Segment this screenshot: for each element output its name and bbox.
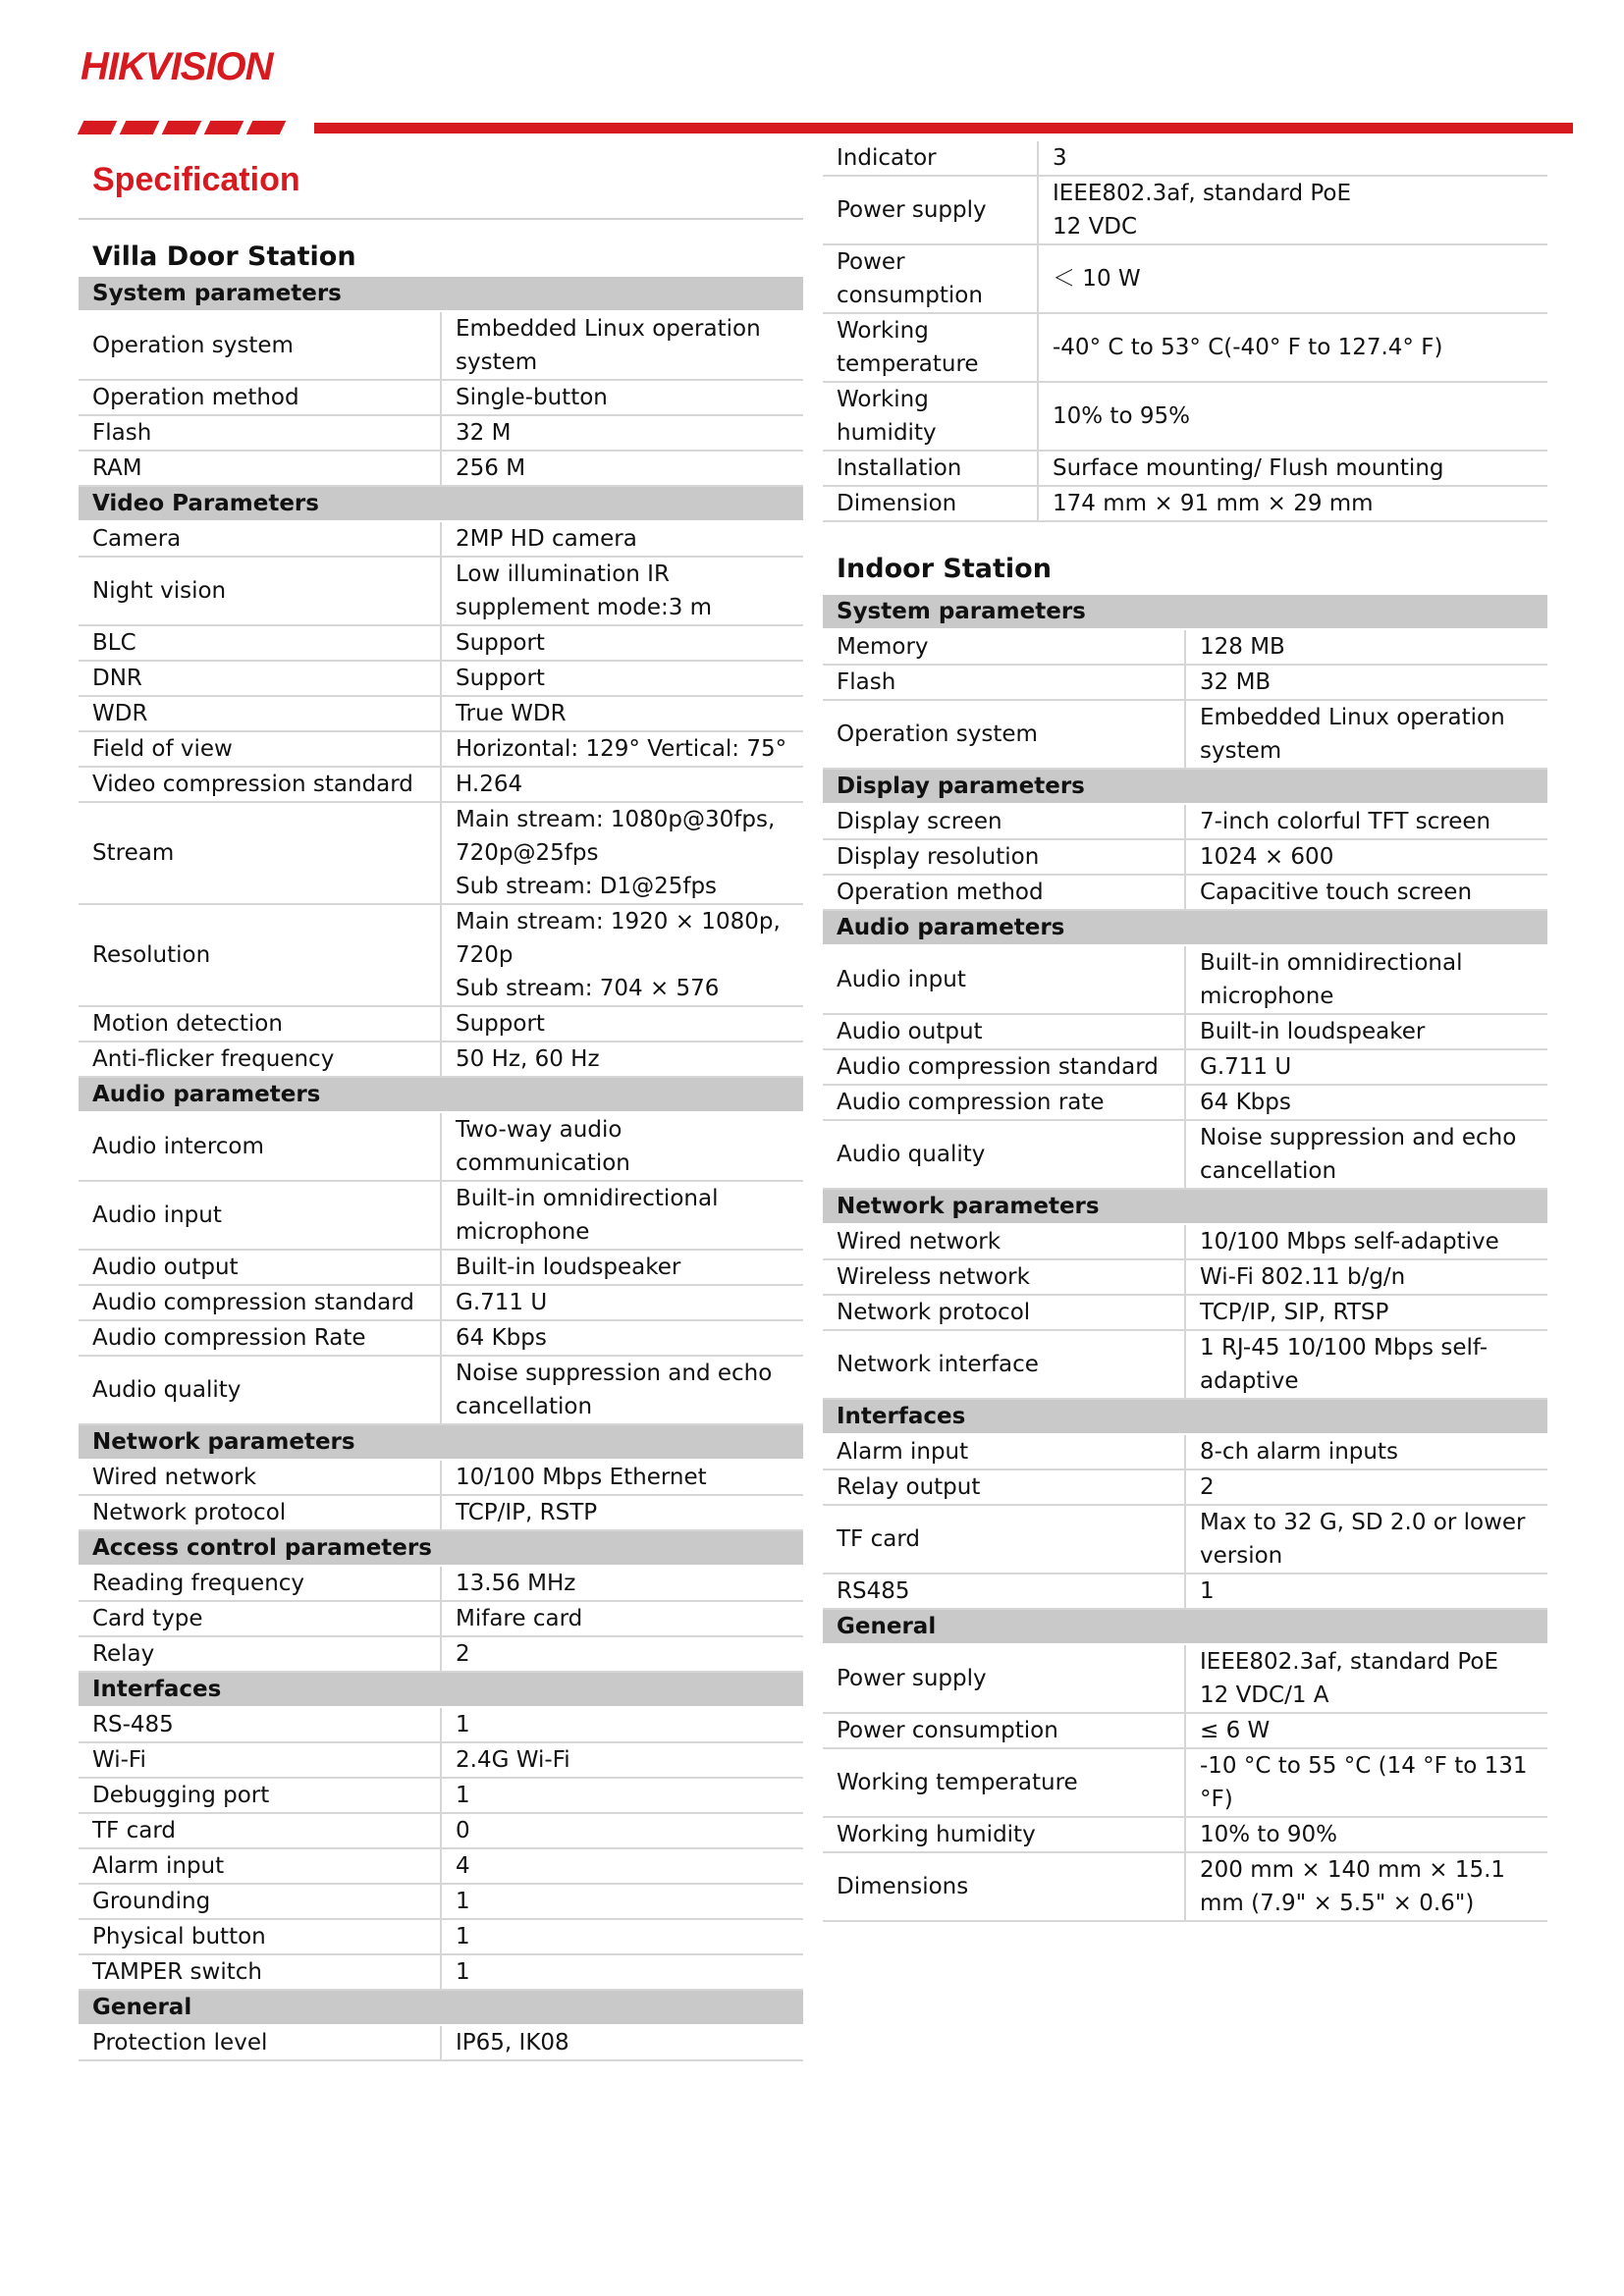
section-header	[823, 595, 1547, 629]
table-row	[823, 1259, 1547, 1295]
section-header-label: Interfaces	[823, 1399, 1547, 1434]
table-row	[823, 1852, 1547, 1921]
spec-label: Working temperature	[823, 313, 1038, 382]
spec-label: Wired network	[79, 1460, 441, 1495]
table-row	[79, 1495, 803, 1530]
table-row	[79, 1601, 803, 1636]
section-header-label: Network parameters	[79, 1424, 803, 1460]
spec-label: Operation method	[823, 875, 1185, 910]
spec-value: Support	[441, 625, 803, 661]
spec-label: Installation	[823, 451, 1038, 486]
spec-label: Reading frequency	[79, 1566, 441, 1601]
spec-value: Capacitive touch screen	[1185, 875, 1547, 910]
spec-label: DNR	[79, 661, 441, 696]
table-row	[823, 1644, 1547, 1713]
spec-label: Power consumption	[823, 244, 1038, 313]
table-row	[823, 1748, 1547, 1817]
spec-value: 2MP HD camera	[441, 521, 803, 557]
villa-door-station-column	[79, 228, 803, 2061]
header-red-bar	[314, 123, 1573, 133]
spec-value: 32 M	[441, 415, 803, 451]
section-header-label: Audio parameters	[823, 910, 1547, 945]
table-row	[823, 1817, 1547, 1852]
spec-label: Anti-flicker frequency	[79, 1041, 441, 1077]
spec-value: 64 Kbps	[441, 1320, 803, 1356]
spec-value: G.711 U	[1185, 1049, 1547, 1085]
spec-label: Dimensions	[823, 1852, 1185, 1921]
section-header	[823, 1399, 1547, 1434]
table-row	[79, 904, 803, 1006]
spec-label: Network protocol	[79, 1495, 441, 1530]
spec-value: H.264	[441, 767, 803, 802]
spec-label: RS485	[823, 1574, 1185, 1609]
spec-value: 1	[1185, 1574, 1547, 1609]
spec-value: Horizontal: 129° Vertical: 75°	[441, 731, 803, 767]
villa-spec-table-continued	[823, 141, 1547, 522]
spec-value: 1	[441, 1707, 803, 1742]
table-row	[823, 945, 1547, 1014]
spec-value: 10/100 Mbps Ethernet	[441, 1460, 803, 1495]
spec-label: Audio quality	[79, 1356, 441, 1424]
spec-label: Relay	[79, 1636, 441, 1672]
section-header-label: Access control parameters	[79, 1530, 803, 1566]
spec-value: IEEE802.3af, standard PoE 12 VDC/1 A	[1185, 1644, 1547, 1713]
spec-label: Wireless network	[823, 1259, 1185, 1295]
section-header	[79, 1077, 803, 1112]
spec-label: Power supply	[823, 1644, 1185, 1713]
section-header-label: Audio parameters	[79, 1077, 803, 1112]
table-row	[79, 1778, 803, 1813]
table-row	[823, 382, 1547, 451]
spec-value: Built-in loudspeaker	[1185, 1014, 1547, 1049]
table-row	[79, 767, 803, 802]
table-row	[823, 875, 1547, 910]
table-row	[79, 1006, 803, 1041]
spec-label: Audio compression standard	[823, 1049, 1185, 1085]
spec-value: ＜ 10 W	[1038, 244, 1547, 313]
spec-label: Physical button	[79, 1919, 441, 1954]
spec-label: TF card	[823, 1505, 1185, 1574]
spec-value: Noise suppression and echo cancellation	[1185, 1120, 1547, 1189]
spec-value: 1 RJ-45 10/100 Mbps self-adaptive	[1185, 1330, 1547, 1399]
table-row	[79, 1566, 803, 1601]
table-row	[79, 1954, 803, 1990]
spec-label: WDR	[79, 696, 441, 731]
table-row	[79, 380, 803, 415]
section-header	[79, 486, 803, 521]
spec-label: Motion detection	[79, 1006, 441, 1041]
spec-value: 174 mm × 91 mm × 29 mm	[1038, 486, 1547, 521]
section-header-label: General	[79, 1990, 803, 2025]
spec-value: Support	[441, 661, 803, 696]
table-row	[79, 1356, 803, 1424]
spec-label: Audio compression rate	[823, 1085, 1185, 1120]
table-row	[823, 1014, 1547, 1049]
spec-value: Low illumination IR supplement mode:3 m	[441, 557, 803, 625]
spec-label: Audio intercom	[79, 1112, 441, 1181]
table-row	[79, 1460, 803, 1495]
spec-value: Built-in omnidirectional microphone	[441, 1181, 803, 1250]
section-header-label: Video Parameters	[79, 486, 803, 521]
table-row	[79, 625, 803, 661]
spec-label: Protection level	[79, 2025, 441, 2060]
table-row	[823, 665, 1547, 700]
spec-label: Debugging port	[79, 1778, 441, 1813]
spec-value: Built-in omnidirectional microphone	[1185, 945, 1547, 1014]
table-row	[823, 1713, 1547, 1748]
spec-value: Wi-Fi 802.11 b/g/n	[1185, 1259, 1547, 1295]
spec-label: Flash	[823, 665, 1185, 700]
spec-label: Power supply	[823, 176, 1038, 244]
spec-label: Stream	[79, 802, 441, 904]
spec-value: Main stream: 1920 × 1080p, 720p Sub stream: 704 × 576	[441, 904, 803, 1006]
spec-value: Main stream: 1080p@30fps, 720p@25fps Sub stream: D1@25fps	[441, 802, 803, 904]
table-row	[823, 804, 1547, 839]
table-row	[823, 313, 1547, 382]
table-row	[823, 486, 1547, 521]
spec-label: Field of view	[79, 731, 441, 767]
spec-label: Audio input	[79, 1181, 441, 1250]
table-row	[79, 451, 803, 486]
spec-label: Resolution	[79, 904, 441, 1006]
spec-value: Surface mounting/ Flush mounting	[1038, 451, 1547, 486]
spec-label: Working temperature	[823, 1748, 1185, 1817]
spec-value: TCP/IP, SIP, RTSP	[1185, 1295, 1547, 1330]
spec-value: 256 M	[441, 451, 803, 486]
table-row	[79, 1707, 803, 1742]
spec-label: Audio output	[823, 1014, 1185, 1049]
spec-label: Audio compression standard	[79, 1285, 441, 1320]
spec-value: Noise suppression and echo cancellation	[441, 1356, 803, 1424]
spec-label: Network interface	[823, 1330, 1185, 1399]
section-header	[823, 910, 1547, 945]
spec-value: 50 Hz, 60 Hz	[441, 1041, 803, 1077]
section-header	[823, 1189, 1547, 1224]
spec-label: Working humidity	[823, 1817, 1185, 1852]
spec-label: Relay output	[823, 1469, 1185, 1505]
spec-label: Audio quality	[823, 1120, 1185, 1189]
section-header	[79, 277, 803, 311]
table-row	[79, 2025, 803, 2060]
spec-value: IEEE802.3af, standard PoE 12 VDC	[1038, 176, 1547, 244]
spec-value: 10% to 95%	[1038, 382, 1547, 451]
table-row	[823, 1295, 1547, 1330]
section-header-label: System parameters	[79, 277, 803, 311]
spec-label: BLC	[79, 625, 441, 661]
section-header	[79, 1990, 803, 2025]
spec-value: Max to 32 G, SD 2.0 or lower version	[1185, 1505, 1547, 1574]
table-row	[823, 141, 1547, 176]
spec-label: Operation system	[823, 700, 1185, 769]
spec-label: Audio compression Rate	[79, 1320, 441, 1356]
table-row	[823, 1574, 1547, 1609]
spec-value: 2	[1185, 1469, 1547, 1505]
table-row	[79, 1285, 803, 1320]
spec-value: 200 mm × 140 mm × 15.1 mm (7.9" × 5.5" × 0.6")	[1185, 1852, 1547, 1921]
section-header	[823, 1609, 1547, 1644]
table-row	[79, 696, 803, 731]
spec-value: 13.56 MHz	[441, 1566, 803, 1601]
spec-label: Network protocol	[823, 1295, 1185, 1330]
spec-value: -40° C to 53° C(-40° F to 127.4° F)	[1038, 313, 1547, 382]
spec-label: RS-485	[79, 1707, 441, 1742]
section-header-label: Network parameters	[823, 1189, 1547, 1224]
table-row	[823, 1049, 1547, 1085]
table-row	[79, 1742, 803, 1778]
spec-label: Grounding	[79, 1884, 441, 1919]
section-header-label: Interfaces	[79, 1672, 803, 1707]
spec-value: IP65, IK08	[441, 2025, 803, 2060]
spec-value: TCP/IP, RSTP	[441, 1495, 803, 1530]
table-row	[79, 1112, 803, 1181]
table-row	[823, 1120, 1547, 1189]
spec-label: Audio output	[79, 1250, 441, 1285]
table-row	[823, 1434, 1547, 1469]
spec-value: 1	[441, 1884, 803, 1919]
spec-label: TF card	[79, 1813, 441, 1848]
hikvision-logo: HIKVISION	[81, 45, 273, 88]
spec-label: Dimension	[823, 486, 1038, 521]
spec-value: 1	[441, 1778, 803, 1813]
spec-label: Working humidity	[823, 382, 1038, 451]
spec-value: 2.4G Wi-Fi	[441, 1742, 803, 1778]
table-row	[823, 1330, 1547, 1399]
spec-label: Flash	[79, 415, 441, 451]
table-row	[79, 415, 803, 451]
indoor-station-title: Indoor Station	[837, 554, 1052, 584]
villa-spec-table	[79, 277, 803, 2061]
spec-value: 2	[441, 1636, 803, 1672]
spec-value: 1024 × 600	[1185, 839, 1547, 875]
table-row	[79, 311, 803, 380]
indoor-spec-table	[823, 595, 1547, 1922]
spec-label: Power consumption	[823, 1713, 1185, 1748]
table-row	[79, 1320, 803, 1356]
spec-value: 10% to 90%	[1185, 1817, 1547, 1852]
villa-door-station-title: Villa Door Station	[92, 241, 356, 272]
table-row	[823, 244, 1547, 313]
spec-label: Display screen	[823, 804, 1185, 839]
spec-label: Operation system	[79, 311, 441, 380]
spec-value: 1	[441, 1919, 803, 1954]
brand-stripes	[81, 121, 283, 134]
table-row	[79, 1919, 803, 1954]
spec-value: Embedded Linux operation system	[441, 311, 803, 380]
spec-value: -10 °C to 55 °C (14 °F to 131 °F)	[1185, 1748, 1547, 1817]
table-row	[823, 1224, 1547, 1259]
table-row	[823, 1085, 1547, 1120]
table-row	[79, 1041, 803, 1077]
table-row	[823, 176, 1547, 244]
spec-value: Support	[441, 1006, 803, 1041]
table-row	[79, 1250, 803, 1285]
table-row	[79, 1181, 803, 1250]
spec-value: 8-ch alarm inputs	[1185, 1434, 1547, 1469]
spec-value: Single-button	[441, 380, 803, 415]
spec-label: Video compression standard	[79, 767, 441, 802]
spec-value: Mifare card	[441, 1601, 803, 1636]
spec-value: ≤ 6 W	[1185, 1713, 1547, 1748]
spec-label: TAMPER switch	[79, 1954, 441, 1990]
table-row	[823, 1505, 1547, 1574]
table-row	[823, 700, 1547, 769]
spec-label: Memory	[823, 629, 1185, 665]
table-row	[79, 521, 803, 557]
table-row	[79, 731, 803, 767]
section-header-label: Display parameters	[823, 769, 1547, 804]
table-row	[79, 661, 803, 696]
table-row	[79, 802, 803, 904]
title-divider	[79, 218, 803, 220]
spec-label: Alarm input	[823, 1434, 1185, 1469]
table-row	[79, 1884, 803, 1919]
spec-value: 0	[441, 1813, 803, 1848]
spec-value: 64 Kbps	[1185, 1085, 1547, 1120]
spec-label: Indicator	[823, 141, 1038, 176]
spec-label: Card type	[79, 1601, 441, 1636]
page-title: Specification	[92, 161, 300, 198]
table-row	[823, 451, 1547, 486]
section-header-label: System parameters	[823, 595, 1547, 629]
spec-value: 10/100 Mbps self-adaptive	[1185, 1224, 1547, 1259]
table-row	[823, 629, 1547, 665]
spec-label: Wi-Fi	[79, 1742, 441, 1778]
spec-value: 128 MB	[1185, 629, 1547, 665]
spec-value: Embedded Linux operation system	[1185, 700, 1547, 769]
section-header	[79, 1530, 803, 1566]
spec-label: Audio input	[823, 945, 1185, 1014]
table-row	[79, 1813, 803, 1848]
spec-value: G.711 U	[441, 1285, 803, 1320]
spec-value: 7-inch colorful TFT screen	[1185, 804, 1547, 839]
spec-value: 32 MB	[1185, 665, 1547, 700]
table-row	[79, 1636, 803, 1672]
section-header-label: General	[823, 1609, 1547, 1644]
spec-value: Built-in loudspeaker	[441, 1250, 803, 1285]
spec-value: True WDR	[441, 696, 803, 731]
section-header	[79, 1672, 803, 1707]
table-row	[79, 557, 803, 625]
spec-label: Camera	[79, 521, 441, 557]
table-row	[79, 1848, 803, 1884]
table-row	[823, 839, 1547, 875]
section-header	[823, 769, 1547, 804]
spec-label: Display resolution	[823, 839, 1185, 875]
table-row	[823, 1469, 1547, 1505]
section-header	[79, 1424, 803, 1460]
spec-label: Night vision	[79, 557, 441, 625]
spec-value: 3	[1038, 141, 1547, 176]
spec-label: Wired network	[823, 1224, 1185, 1259]
spec-value: 4	[441, 1848, 803, 1884]
spec-value: 1	[441, 1954, 803, 1990]
right-column	[823, 141, 1547, 1922]
spec-label: RAM	[79, 451, 441, 486]
spec-label: Alarm input	[79, 1848, 441, 1884]
spec-value: Two-way audio communication	[441, 1112, 803, 1181]
spec-label: Operation method	[79, 380, 441, 415]
